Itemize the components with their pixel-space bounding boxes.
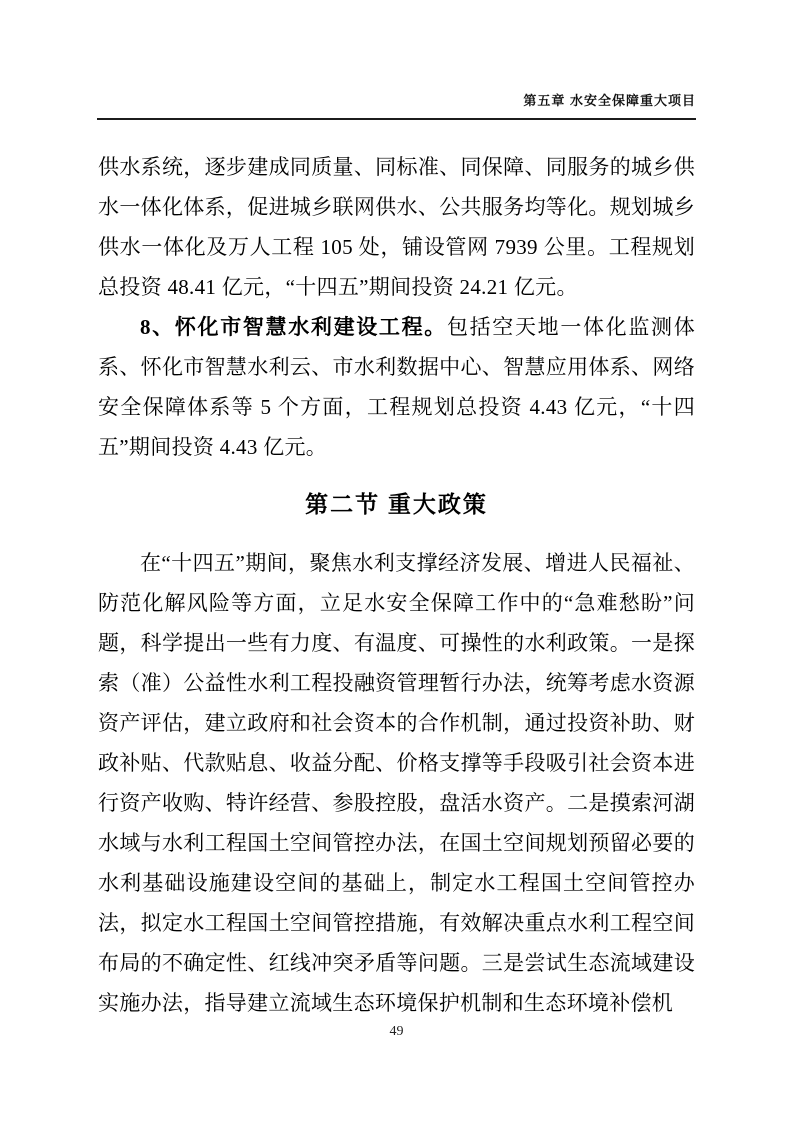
paragraph-continuation: 供水系统，逐步建成同质量、同标准、同保障、同服务的城乡供水一体化体系，促进城乡联网供水、公共服务均等化。规划城乡供水一体化及万人工程 105 处，铺设管网 7939 公里。工程规划总投资 48.41 亿元，“十四五”期间投资 24.21 亿元。 <box>98 155 695 299</box>
section-heading: 第二节 重大政策 <box>305 492 488 517</box>
paragraph-numbered-item <box>98 307 695 467</box>
chapter-header-title: 第五章 水安全保障重大项目 <box>523 93 696 108</box>
paragraph-bold-lead: 8、怀化市智慧水利建设工程。 <box>140 315 447 339</box>
page-header <box>97 0 696 120</box>
page-number: 49 <box>389 1024 404 1039</box>
paragraph-body-text: 包括空天地一体化监测体系、怀化市智慧水利云、市水利数据中心、智慧应用体系、网络安全保障体系等 5 个方面，工程规划总投资 4.43 亿元，“十四五”期间投资 4.43 亿元。 <box>98 315 695 459</box>
paragraph-policy: 在“十四五”期间，聚焦水利支撑经济发展、增进人民福祉、防范化解风险等方面，立足水安全保障工作中的“急难愁盼”问题，科学提出一些有力度、有温度、可操性的水利政策。一是探索（准）公益性水利工程投融资管理暂行办法，统筹考虑水资源资产评估，建立政府和社会资本的合作机制，通过投资补助、财政补贴、代款贴息、收益分配、价格支撑等手段吸引社会资本进行资产收购、特许经营、参股控股，盘活水资产。二是摸索河湖水域与水利工程国土空间管控办法，在国土空间规划预留必要的水利基础设施建设空间的基础上，制定水工程国土空间管控办法，拟定水工程国土空间管控措施，有效解决重点水利工程空间布局的不确定性、红线冲突矛盾等问题。三是尝试生态流域建设实施办法，指导建立流域生态环境保护机制和生态环境补偿机 <box>98 551 695 1015</box>
document-body <box>98 147 695 1023</box>
